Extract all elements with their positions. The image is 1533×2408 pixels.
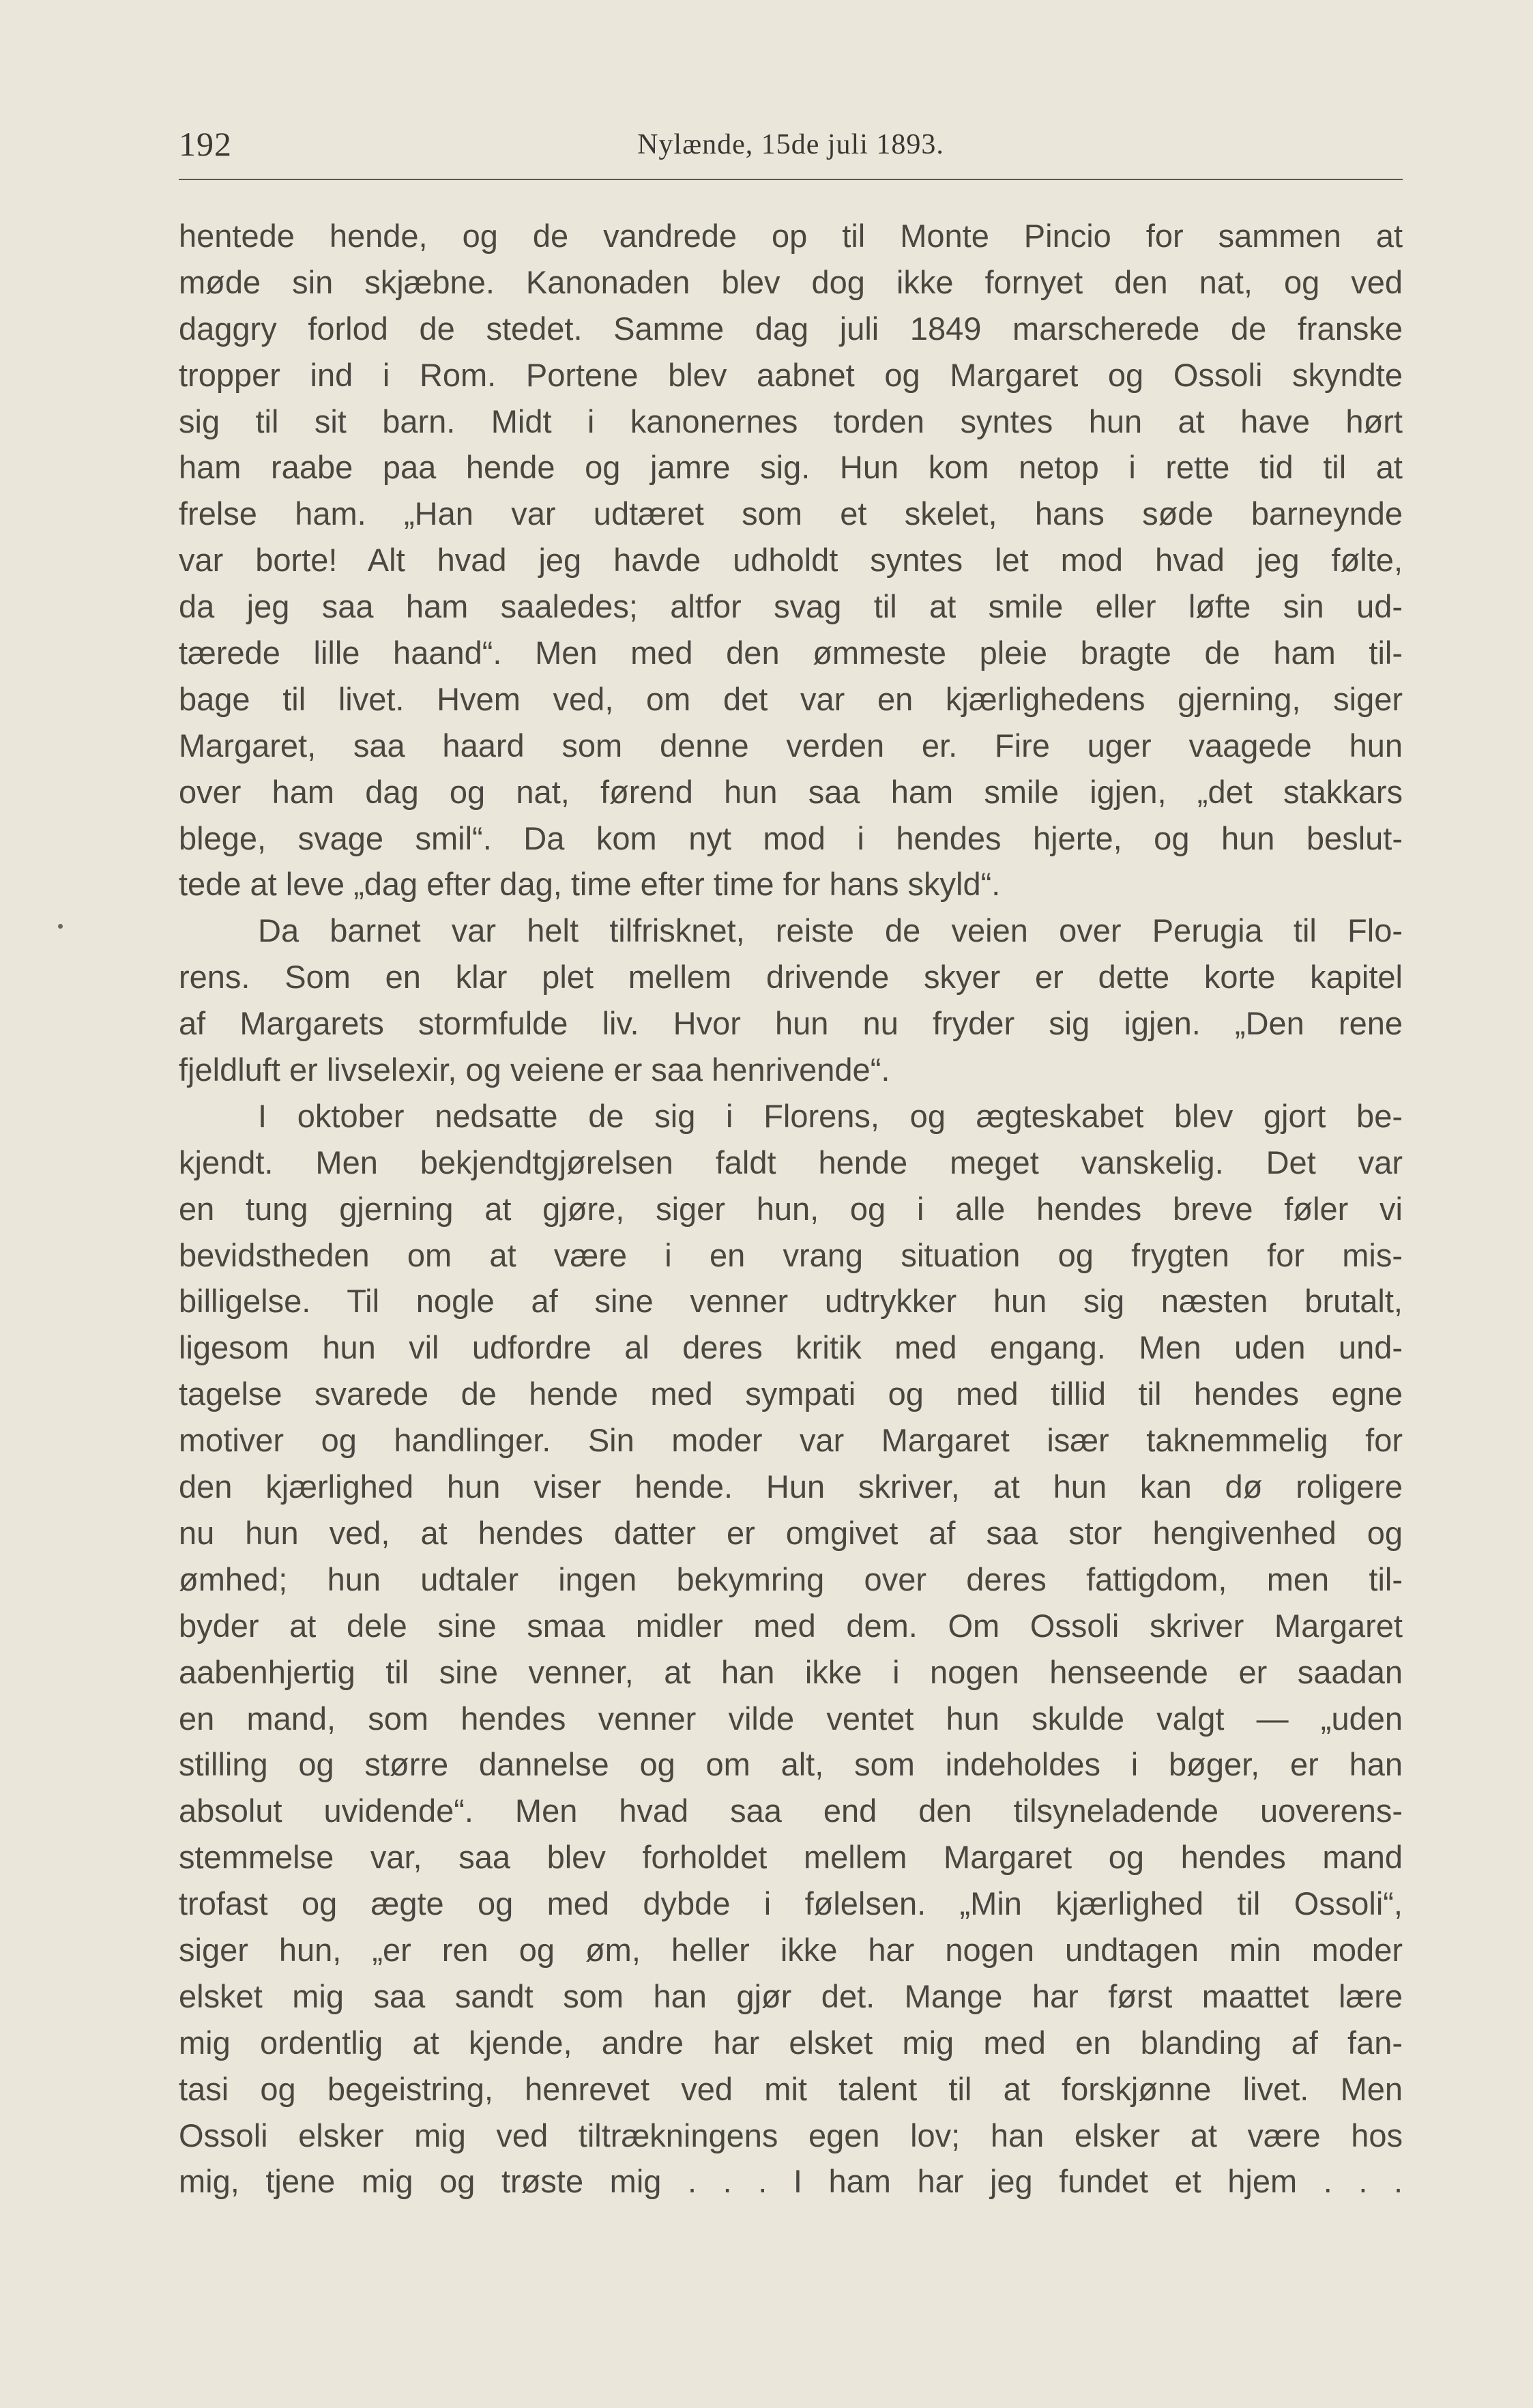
text-line: bage til livet. Hvem ved, om det var en kjærlighedens gjerning, siger <box>179 680 1403 717</box>
text-line: mig, tjene mig og trøste mig . . . I ham har jeg fundet et hjem . . . <box>179 2163 1403 2200</box>
text-line: Ossoli elsker mig ved tiltrækningens egen lov; han elsker at være hos <box>179 2117 1403 2153</box>
text-line: rens. Som en klar plet mellem drivende skyer er dette korte kapitel <box>179 959 1403 996</box>
page-number: 192 <box>179 125 232 163</box>
text-line: Da barnet var helt tilfrisknet, reiste de veien over Perugia til Flo- <box>258 912 1403 949</box>
text-line: ham raabe paa hende og jamre sig. Hun kom netop i rette tid til at <box>179 449 1403 486</box>
text-line: fjeldluft er livselexir, og veiene er saa henrivende“. <box>179 1051 890 1088</box>
text-line: nu hun ved, at hendes datter er omgivet af saa stor hengivenhed og <box>179 1514 1403 1551</box>
text-line: daggry forlod de stedet. Samme dag juli 1849 marscherede de franske <box>179 310 1403 347</box>
text-line: tasi og begeistring, henrevet ved mit talent til at forskjønne livet. Men <box>179 2070 1403 2107</box>
text-line: frelse ham. „Han var udtæret som et skelet, hans søde barneynde <box>179 495 1403 532</box>
text-line: møde sin skjæbne. Kanonaden blev dog ikke fornyet den nat, og ved <box>179 263 1403 300</box>
text-line: den kjærlighed hun viser hende. Hun skriver, at hun kan dø roligere <box>179 1468 1403 1505</box>
text-line: I oktober nedsatte de sig i Florens, og ægteskabet blev gjort be- <box>258 1097 1403 1134</box>
text-line: stemmelse var, saa blev forholdet mellem Margaret og hendes mand <box>179 1839 1403 1876</box>
text-line: tede at leve „dag efter dag, time efter time for hans skyld“. <box>179 866 1001 903</box>
text-line: stilling og større dannelse og om alt, som indeholdes i bøger, er han <box>179 1746 1403 1783</box>
body-text <box>179 213 1403 2205</box>
text-line: en mand, som hendes venner vilde ventet hun skulde valgt — „uden <box>179 1700 1403 1737</box>
text-line: mig ordentlig at kjende, andre har elsket mig med en blanding af fan- <box>179 2024 1403 2061</box>
text-line: blege, svage smil“. Da kom nyt mod i hendes hjerte, og hun beslut- <box>179 819 1403 856</box>
text-line: siger hun, „er ren og øm, heller ikke har nogen undtagen min moder <box>179 1931 1403 1968</box>
margin-mark <box>58 924 63 929</box>
page-header <box>179 117 1403 172</box>
text-line: kjendt. Men bekjendtgjørelsen faldt hende meget vanskelig. Det var <box>179 1144 1403 1180</box>
header-rule <box>179 179 1403 180</box>
running-title: Nylænde, 15de juli 1893. <box>637 129 944 160</box>
text-line: byder at dele sine smaa midler med dem. Om Ossoli skriver Margaret <box>179 1607 1403 1644</box>
text-line: en tung gjerning at gjøre, siger hun, og i alle hendes breve føler vi <box>179 1190 1403 1227</box>
text-line: ømhed; hun udtaler ingen bekymring over deres fattigdom, men til- <box>179 1561 1403 1597</box>
text-line: aabenhjertig til sine venner, at han ikke i nogen henseende er saadan <box>179 1653 1403 1690</box>
text-line: absolut uvidende“. Men hvad saa end den tilsyneladende uoverens- <box>179 1793 1403 1829</box>
text-line: tærede lille haand“. Men med den ømmeste pleie bragte de ham til- <box>179 635 1403 671</box>
text-line: hentede hende, og de vandrede op til Monte Pincio for sammen at <box>179 218 1403 254</box>
text-line: bevidstheden om at være i en vrang situation og frygten for mis- <box>179 1236 1403 1273</box>
text-line: sig til sit barn. Midt i kanonernes torden syntes hun at have hørt <box>179 403 1403 439</box>
text-line: tagelse svarede de hende med sympati og med tillid til hendes egne <box>179 1376 1403 1412</box>
text-line: ligesom hun vil udfordre al deres kritik med engang. Men uden und- <box>179 1329 1403 1366</box>
text-line: tropper ind i Rom. Portene blev aabnet og Margaret og Ossoli skyndte <box>179 356 1403 393</box>
text-line: trofast og ægte og med dybde i følelsen. „Min kjærlighed til Ossoli“, <box>179 1885 1403 1922</box>
text-line: billigelse. Til nogle af sine venner udtrykker hun sig næsten brutalt, <box>179 1283 1403 1320</box>
text-line: over ham dag og nat, førend hun saa ham smile igjen, „det stakkars <box>179 773 1403 810</box>
text-line: da jeg saa ham saaledes; altfor svag til at smile eller løfte sin ud- <box>179 588 1403 625</box>
text-line: var borte! Alt hvad jeg havde udholdt syntes let mod hvad jeg følte, <box>179 542 1403 579</box>
text-line: Margaret, saa haard som denne verden er. Fire uger vaagede hun <box>179 727 1403 764</box>
text-line: motiver og handlinger. Sin moder var Margaret især taknemmelig for <box>179 1422 1403 1459</box>
text-line: elsket mig saa sandt som han gjør det. Mange har først maattet lære <box>179 1977 1403 2014</box>
text-line: af Margarets stormfulde liv. Hvor hun nu fryder sig igjen. „Den rene <box>179 1005 1403 1042</box>
